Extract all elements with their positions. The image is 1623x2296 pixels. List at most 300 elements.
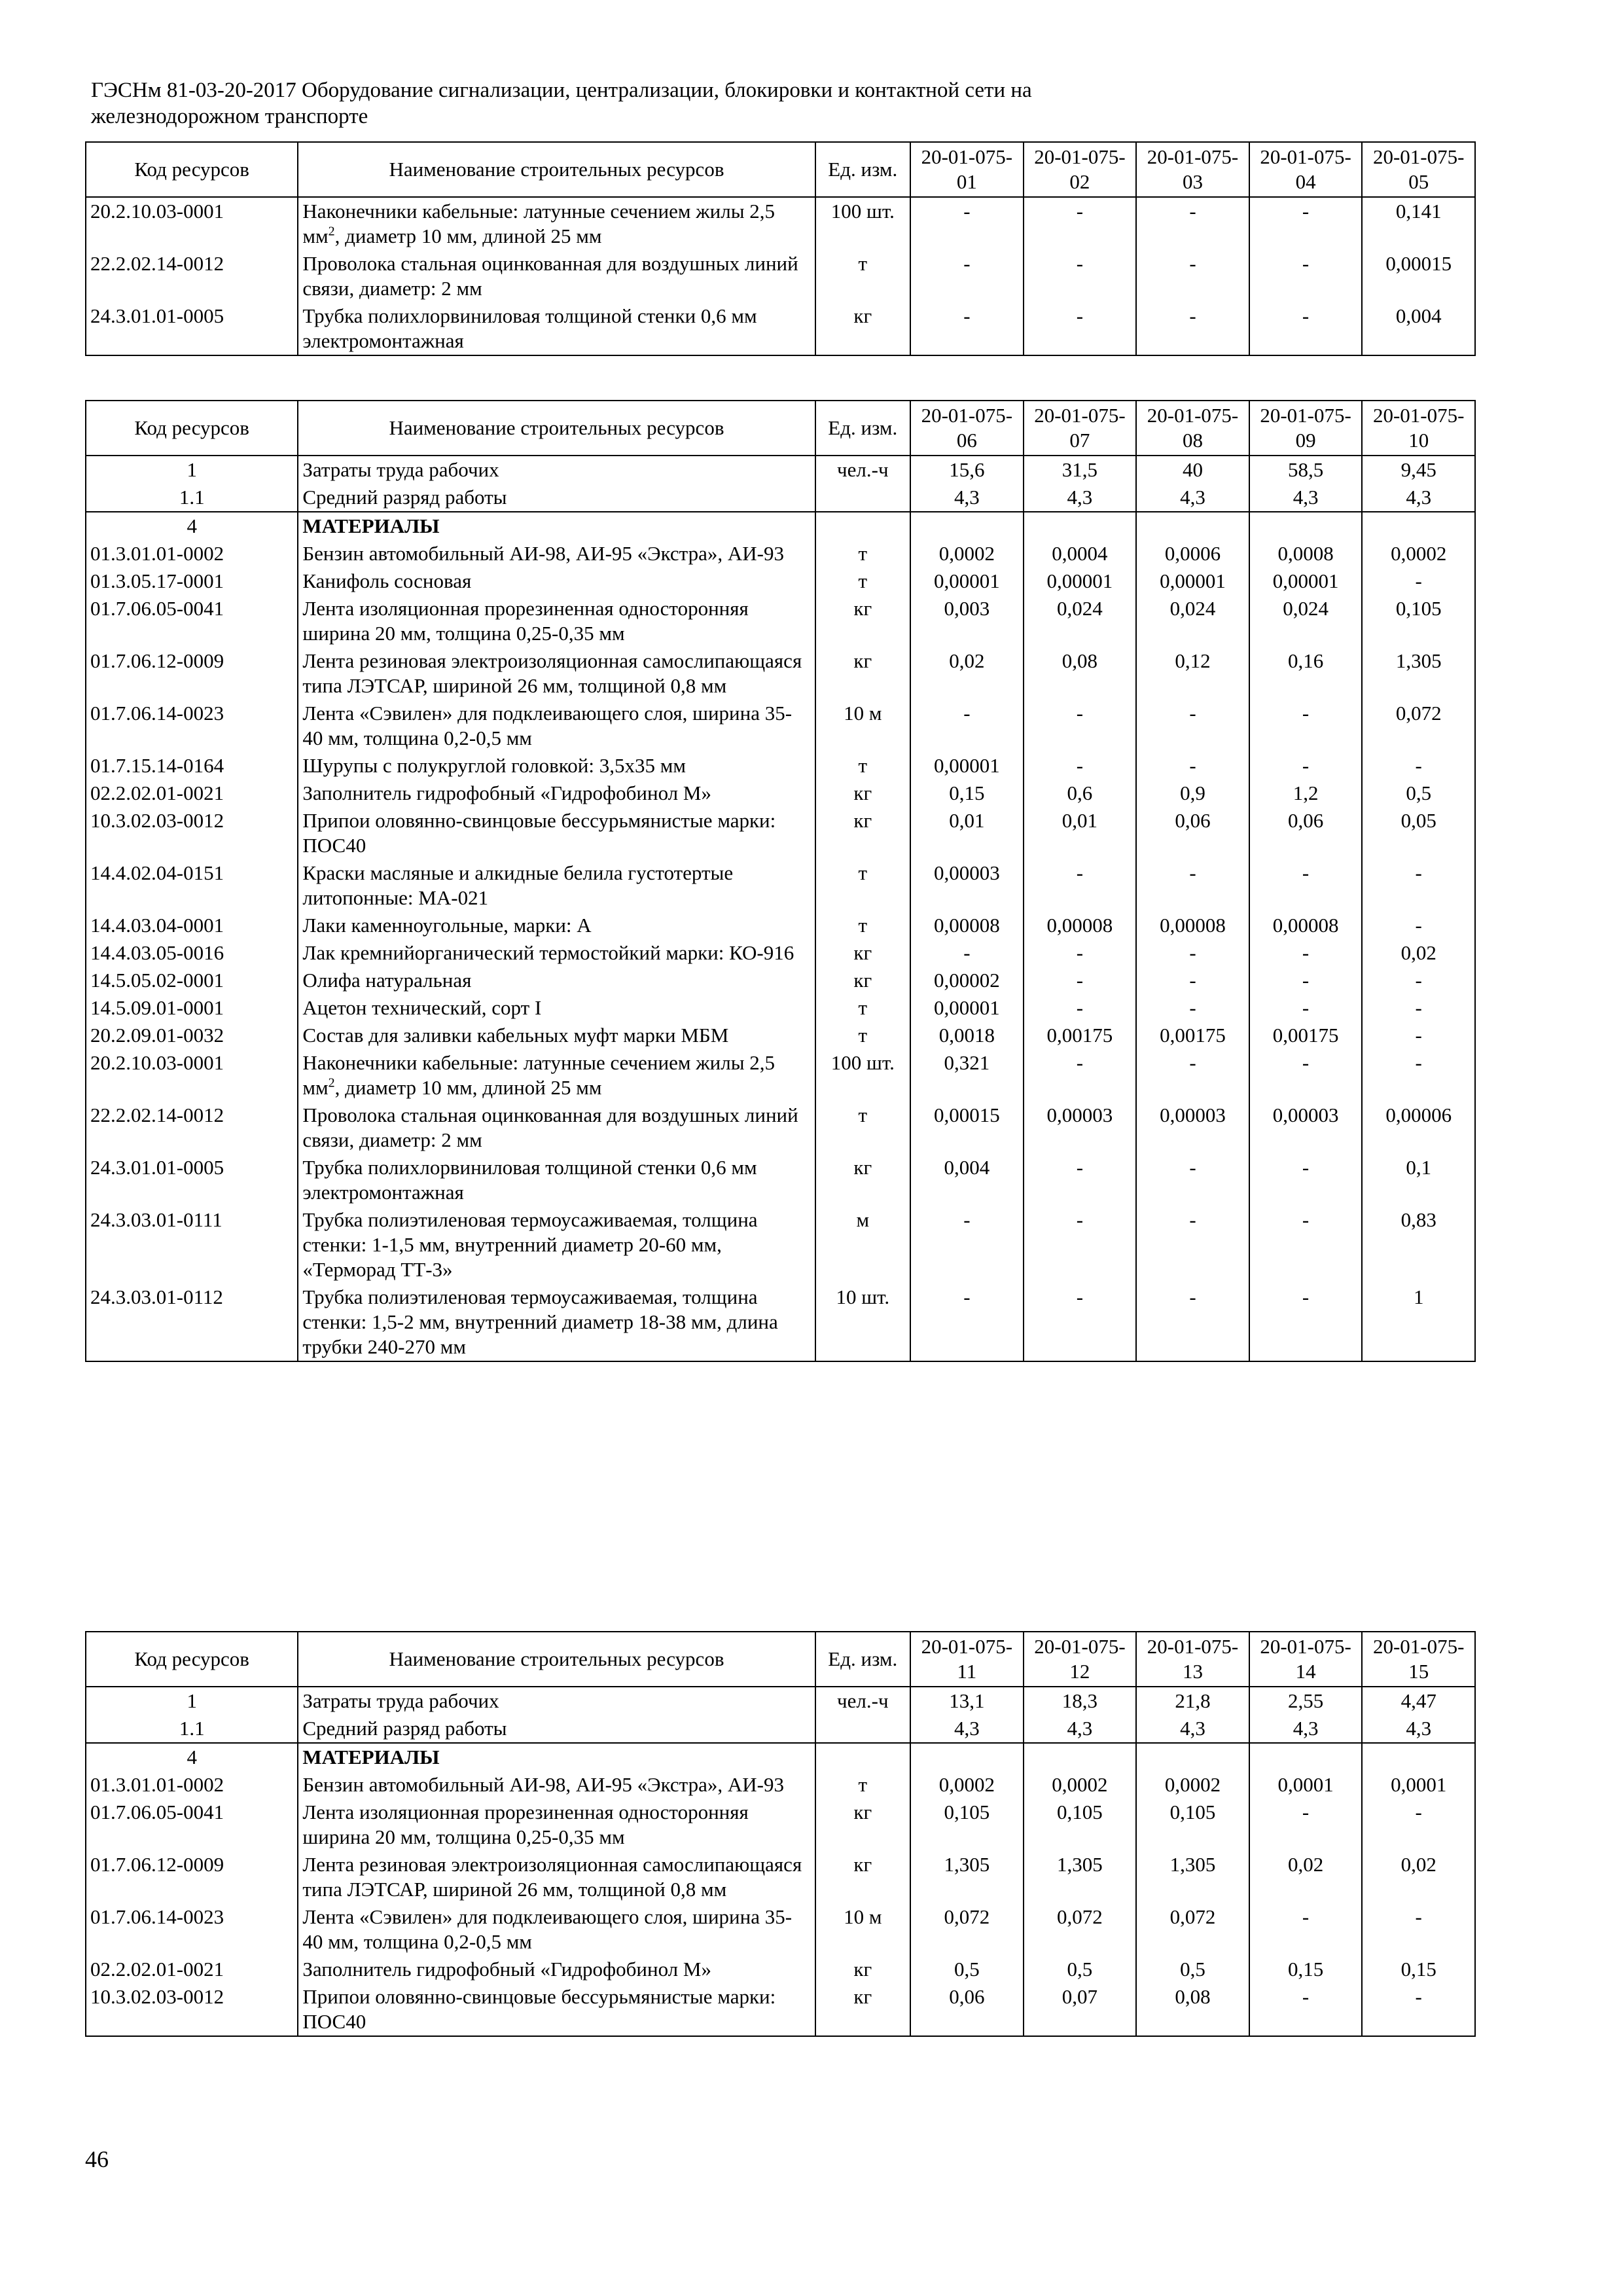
unit-of-measure: кг bbox=[815, 302, 911, 355]
header-name: Наименование строительных ресурсов bbox=[298, 1632, 815, 1687]
norm-value: 0,00008 bbox=[1136, 912, 1249, 939]
header-norm-5: 20-01-075-05 bbox=[1362, 142, 1475, 197]
norm-value: - bbox=[1249, 250, 1363, 302]
table-row bbox=[86, 456, 1475, 484]
norm-value: 0,00008 bbox=[910, 912, 1024, 939]
norm-value: - bbox=[910, 700, 1024, 752]
resource-code: 10.3.02.03-0012 bbox=[86, 1983, 298, 2036]
resource-code: 02.2.02.01-0021 bbox=[86, 780, 298, 807]
norm-value: - bbox=[1249, 1206, 1363, 1283]
resource-code: 01.3.05.17-0001 bbox=[86, 567, 298, 595]
norm-value: 0,15 bbox=[1249, 1956, 1363, 1983]
table-row bbox=[86, 647, 1475, 700]
header-unit: Ед. изм. bbox=[815, 1632, 911, 1687]
resource-code: 10.3.02.03-0012 bbox=[86, 807, 298, 859]
norm-value: 0,0008 bbox=[1249, 540, 1363, 567]
table-row bbox=[86, 912, 1475, 939]
resource-name: МАТЕРИАЛЫ bbox=[298, 512, 815, 540]
unit-of-measure: т bbox=[815, 994, 911, 1022]
resource-code: 24.3.01.01-0005 bbox=[86, 302, 298, 355]
norm-value bbox=[1024, 512, 1137, 540]
resource-name: Трубка полихлорвиниловая толщиной стенки 0,6 мм электромонтажная bbox=[298, 1154, 815, 1206]
norm-value: 0,00001 bbox=[910, 567, 1024, 595]
norm-value: - bbox=[1024, 994, 1137, 1022]
unit-of-measure: 10 м bbox=[815, 1903, 911, 1956]
norm-value: 0,15 bbox=[910, 780, 1024, 807]
table-header-row bbox=[86, 142, 1475, 197]
norm-value: - bbox=[1362, 1983, 1475, 2036]
resource-code: 01.7.06.05-0041 bbox=[86, 1799, 298, 1851]
norm-value: 4,3 bbox=[910, 484, 1024, 512]
resource-name: Средний разряд работы bbox=[298, 1715, 815, 1743]
table-row bbox=[86, 197, 1475, 250]
header-norm-2: 20-01-075-12 bbox=[1024, 1632, 1137, 1687]
header-code: Код ресурсов bbox=[86, 401, 298, 456]
resource-code: 14.5.09.01-0001 bbox=[86, 994, 298, 1022]
norm-value: 0,06 bbox=[1249, 807, 1363, 859]
unit-of-measure: кг bbox=[815, 1799, 911, 1851]
norm-value: - bbox=[1362, 994, 1475, 1022]
table-row bbox=[86, 1022, 1475, 1049]
header-name: Наименование строительных ресурсов bbox=[298, 401, 815, 456]
norm-value bbox=[1249, 1743, 1363, 1771]
unit-of-measure: т bbox=[815, 250, 911, 302]
unit-of-measure: кг bbox=[815, 780, 911, 807]
norm-value: 0,5 bbox=[1362, 780, 1475, 807]
norm-value: 4,3 bbox=[1136, 1715, 1249, 1743]
norm-value: 1 bbox=[1362, 1283, 1475, 1361]
resource-name: Лаки каменноугольные, марки: А bbox=[298, 912, 815, 939]
norm-value: 0,16 bbox=[1249, 647, 1363, 700]
table-row bbox=[86, 859, 1475, 912]
table-row bbox=[86, 1715, 1475, 1743]
norm-value: 0,00002 bbox=[910, 967, 1024, 994]
table-row bbox=[86, 807, 1475, 859]
norm-value: 0,0004 bbox=[1024, 540, 1137, 567]
norm-value: 4,3 bbox=[1249, 1715, 1363, 1743]
norm-value: 1,305 bbox=[1136, 1851, 1249, 1903]
norm-value: - bbox=[1249, 752, 1363, 780]
norm-value: - bbox=[1136, 939, 1249, 967]
unit-of-measure: т bbox=[815, 1022, 911, 1049]
page-number: 46 bbox=[85, 2146, 109, 2172]
resource-name: Трубка полиэтиленовая термоусаживаемая, толщина стенки: 1-1,5 мм, внутренний диаметр 20-60 мм, «Терморад ТТ-3» bbox=[298, 1206, 815, 1283]
norm-value: 0,9 bbox=[1136, 780, 1249, 807]
header-code: Код ресурсов bbox=[86, 142, 298, 197]
resource-code: 24.3.03.01-0112 bbox=[86, 1283, 298, 1361]
norm-value: - bbox=[1024, 250, 1137, 302]
norm-value: - bbox=[910, 1206, 1024, 1283]
header-norm-4: 20-01-075-14 bbox=[1249, 1632, 1363, 1687]
norm-value: 0,06 bbox=[1136, 807, 1249, 859]
norm-value: - bbox=[1024, 197, 1137, 250]
norm-value: - bbox=[1024, 1049, 1137, 1102]
norm-value: - bbox=[910, 302, 1024, 355]
norm-value: - bbox=[1362, 912, 1475, 939]
unit-of-measure: кг bbox=[815, 647, 911, 700]
norm-value: 0,0001 bbox=[1249, 1771, 1363, 1799]
resource-code: 01.7.06.05-0041 bbox=[86, 595, 298, 647]
norm-value: 1,2 bbox=[1249, 780, 1363, 807]
norm-value: 0,105 bbox=[1362, 595, 1475, 647]
table-row bbox=[86, 512, 1475, 540]
norm-value: 1,305 bbox=[910, 1851, 1024, 1903]
unit-of-measure bbox=[815, 1715, 911, 1743]
norm-value: 0,08 bbox=[1024, 647, 1137, 700]
norm-value: 4,3 bbox=[1362, 484, 1475, 512]
norm-value: - bbox=[1249, 1799, 1363, 1851]
norm-value: - bbox=[1249, 967, 1363, 994]
resource-name: Заполнитель гидрофобный «Гидрофобинол М» bbox=[298, 780, 815, 807]
table-row bbox=[86, 780, 1475, 807]
norm-value: - bbox=[1249, 1283, 1363, 1361]
table-row bbox=[86, 1903, 1475, 1956]
table-header-row bbox=[86, 401, 1475, 456]
norm-value: - bbox=[1362, 567, 1475, 595]
norm-value: 0,00001 bbox=[1136, 567, 1249, 595]
resource-name: Проволока стальная оцинкованная для воздушных линий связи, диаметр: 2 мм bbox=[298, 250, 815, 302]
resource-code: 24.3.01.01-0005 bbox=[86, 1154, 298, 1206]
norm-value: 4,47 bbox=[1362, 1687, 1475, 1715]
norm-value: 0,1 bbox=[1362, 1154, 1475, 1206]
norm-value: 1,305 bbox=[1024, 1851, 1137, 1903]
norm-value: 0,00008 bbox=[1249, 912, 1363, 939]
table-row bbox=[86, 1102, 1475, 1154]
resource-name: Затраты труда рабочих bbox=[298, 456, 815, 484]
unit-of-measure: кг bbox=[815, 595, 911, 647]
table-row bbox=[86, 484, 1475, 512]
norm-value: 0,02 bbox=[1362, 1851, 1475, 1903]
resource-code: 14.5.05.02-0001 bbox=[86, 967, 298, 994]
resource-name: Шурупы с полукруглой головкой: 3,5x35 мм bbox=[298, 752, 815, 780]
norm-value: 0,00003 bbox=[1249, 1102, 1363, 1154]
resource-code: 14.4.03.05-0016 bbox=[86, 939, 298, 967]
unit-of-measure: кг bbox=[815, 1983, 911, 2036]
norm-value: 0,00001 bbox=[910, 752, 1024, 780]
norm-value: 0,0002 bbox=[910, 540, 1024, 567]
resource-name: Наконечники кабельные: латунные сечением жилы 2,5 $мм^2$, диаметр 10 мм, длиной 25 мм bbox=[298, 197, 815, 250]
norm-value: - bbox=[1024, 1283, 1137, 1361]
unit-of-measure: 10 шт. bbox=[815, 1283, 911, 1361]
norm-value: - bbox=[1249, 859, 1363, 912]
table-row bbox=[86, 567, 1475, 595]
resource-code: 01.7.06.14-0023 bbox=[86, 700, 298, 752]
norm-value: 0,5 bbox=[910, 1956, 1024, 1983]
norm-value bbox=[1024, 1743, 1137, 1771]
resource-code: 1 bbox=[86, 456, 298, 484]
resource-name: Лента изоляционная прорезиненная односторонняя ширина 20 мм, толщина 0,25-0,35 мм bbox=[298, 1799, 815, 1851]
norm-value: - bbox=[1024, 752, 1137, 780]
header-norm-3: 20-01-075-08 bbox=[1136, 401, 1249, 456]
norm-value: 0,004 bbox=[1362, 302, 1475, 355]
unit-of-measure: т bbox=[815, 912, 911, 939]
resource-name: МАТЕРИАЛЫ bbox=[298, 1743, 815, 1771]
norm-value: 0,00006 bbox=[1362, 1102, 1475, 1154]
norm-value: - bbox=[1136, 1206, 1249, 1283]
norm-value: 0,07 bbox=[1024, 1983, 1137, 2036]
table-row bbox=[86, 1154, 1475, 1206]
resource-name: Бензин автомобильный АИ-98, АИ-95 «Экстра», АИ-93 bbox=[298, 1771, 815, 1799]
norm-value: 4,3 bbox=[1249, 484, 1363, 512]
resource-name: Канифоль сосновая bbox=[298, 567, 815, 595]
norm-value: 0,6 bbox=[1024, 780, 1137, 807]
norm-value: - bbox=[1136, 302, 1249, 355]
norm-value: - bbox=[910, 939, 1024, 967]
header-norm-4: 20-01-075-09 bbox=[1249, 401, 1363, 456]
unit-of-measure: кг bbox=[815, 1154, 911, 1206]
unit-of-measure bbox=[815, 1743, 911, 1771]
unit-of-measure: кг bbox=[815, 1956, 911, 1983]
norm-value: - bbox=[1024, 700, 1137, 752]
norm-value: 0,00175 bbox=[1024, 1022, 1137, 1049]
table-row bbox=[86, 540, 1475, 567]
norm-value: 0,0002 bbox=[1362, 540, 1475, 567]
norm-value: 4,3 bbox=[1136, 484, 1249, 512]
norm-value: 0,00175 bbox=[1136, 1022, 1249, 1049]
resource-code: 02.2.02.01-0021 bbox=[86, 1956, 298, 1983]
resource-code: 01.3.01.01-0002 bbox=[86, 540, 298, 567]
norm-value: 0,00001 bbox=[1024, 567, 1137, 595]
resource-table-2 bbox=[85, 400, 1476, 1362]
unit-of-measure bbox=[815, 484, 911, 512]
norm-value bbox=[1136, 512, 1249, 540]
norm-value: 0,141 bbox=[1362, 197, 1475, 250]
table-row bbox=[86, 994, 1475, 1022]
norm-value: - bbox=[910, 250, 1024, 302]
table-row bbox=[86, 1743, 1475, 1771]
resource-code: 14.4.02.04-0151 bbox=[86, 859, 298, 912]
resource-name: Наконечники кабельные: латунные сечением жилы 2,5 $мм^2$, диаметр 10 мм, длиной 25 мм bbox=[298, 1049, 815, 1102]
table-row bbox=[86, 1983, 1475, 2036]
norm-value: 0,00001 bbox=[910, 994, 1024, 1022]
table-row bbox=[86, 1283, 1475, 1361]
norm-value: 0,024 bbox=[1024, 595, 1137, 647]
norm-value: - bbox=[1024, 1206, 1137, 1283]
resource-code: 1.1 bbox=[86, 484, 298, 512]
header-line-2: железнодорожном транспорте bbox=[91, 105, 368, 128]
table-row bbox=[86, 1771, 1475, 1799]
norm-value: 0,024 bbox=[1136, 595, 1249, 647]
header-line-1: ГЭСНм 81-03-20-2017 Оборудование сигнализации, централизации, блокировки и контактной сети на bbox=[91, 79, 1032, 102]
resource-name: Ацетон технический, сорт I bbox=[298, 994, 815, 1022]
norm-value: 0,0002 bbox=[1024, 1771, 1137, 1799]
resource-name: Лента изоляционная прорезиненная односторонняя ширина 20 мм, толщина 0,25-0,35 мм bbox=[298, 595, 815, 647]
norm-value: 0,02 bbox=[1249, 1851, 1363, 1903]
resource-code: 01.7.06.14-0023 bbox=[86, 1903, 298, 1956]
norm-value: - bbox=[1024, 1154, 1137, 1206]
norm-value: - bbox=[1362, 859, 1475, 912]
norm-value: - bbox=[1136, 1283, 1249, 1361]
resource-name: Краски масляные и алкидные белила густотертые литопонные: МА-021 bbox=[298, 859, 815, 912]
norm-value: 0,0001 bbox=[1362, 1771, 1475, 1799]
norm-value: - bbox=[1024, 859, 1137, 912]
unit-of-measure: т bbox=[815, 859, 911, 912]
unit-of-measure: 10 м bbox=[815, 700, 911, 752]
norm-value: - bbox=[1249, 1154, 1363, 1206]
norm-value bbox=[1249, 512, 1363, 540]
norm-value: - bbox=[1362, 1799, 1475, 1851]
norm-value: 0,003 bbox=[910, 595, 1024, 647]
resource-code: 1.1 bbox=[86, 1715, 298, 1743]
norm-value: - bbox=[1362, 1022, 1475, 1049]
norm-value: - bbox=[1362, 1903, 1475, 1956]
norm-value: - bbox=[1136, 859, 1249, 912]
norm-value: 0,0002 bbox=[1136, 1771, 1249, 1799]
norm-value: - bbox=[1136, 197, 1249, 250]
norm-value: 0,06 bbox=[910, 1983, 1024, 2036]
header-norm-2: 20-01-075-02 bbox=[1024, 142, 1137, 197]
norm-value: - bbox=[1136, 994, 1249, 1022]
resource-name: Состав для заливки кабельных муфт марки МБМ bbox=[298, 1022, 815, 1049]
resource-code: 4 bbox=[86, 1743, 298, 1771]
norm-value: 0,0002 bbox=[910, 1771, 1024, 1799]
norm-value: 0,072 bbox=[1136, 1903, 1249, 1956]
unit-of-measure: кг bbox=[815, 967, 911, 994]
resource-code: 22.2.02.14-0012 bbox=[86, 250, 298, 302]
unit-of-measure: т bbox=[815, 567, 911, 595]
norm-value: - bbox=[1136, 752, 1249, 780]
norm-value bbox=[1362, 1743, 1475, 1771]
norm-value: 0,83 bbox=[1362, 1206, 1475, 1283]
norm-value: - bbox=[910, 1283, 1024, 1361]
norm-value: 0,105 bbox=[910, 1799, 1024, 1851]
unit-of-measure: т bbox=[815, 752, 911, 780]
header-norm-5: 20-01-075-10 bbox=[1362, 401, 1475, 456]
norm-value: 0,00015 bbox=[910, 1102, 1024, 1154]
header-unit: Ед. изм. bbox=[815, 401, 911, 456]
norm-value: 0,072 bbox=[1024, 1903, 1137, 1956]
norm-value: 13,1 bbox=[910, 1687, 1024, 1715]
norm-value: 0,00001 bbox=[1249, 567, 1363, 595]
norm-value: - bbox=[1362, 1049, 1475, 1102]
unit-of-measure bbox=[815, 512, 911, 540]
norm-value: 0,004 bbox=[910, 1154, 1024, 1206]
table-row bbox=[86, 1799, 1475, 1851]
norm-value: 0,072 bbox=[1362, 700, 1475, 752]
table-row bbox=[86, 1049, 1475, 1102]
resource-table-1 bbox=[85, 141, 1476, 356]
norm-value: 2,55 bbox=[1249, 1687, 1363, 1715]
norm-value: - bbox=[1249, 197, 1363, 250]
table-row bbox=[86, 1851, 1475, 1903]
norm-value: 4,3 bbox=[1024, 484, 1137, 512]
resource-name: Лента «Сэвилен» для подклеивающего слоя, ширина 35-40 мм, толщина 0,2-0,5 мм bbox=[298, 700, 815, 752]
norm-value: 0,08 bbox=[1136, 1983, 1249, 2036]
resource-code: 14.4.03.04-0001 bbox=[86, 912, 298, 939]
table-row bbox=[86, 700, 1475, 752]
norm-value: 31,5 bbox=[1024, 456, 1137, 484]
norm-value: 0,5 bbox=[1136, 1956, 1249, 1983]
header-norm-4: 20-01-075-04 bbox=[1249, 142, 1363, 197]
resource-name: Трубка полихлорвиниловая толщиной стенки 0,6 мм электромонтажная bbox=[298, 302, 815, 355]
norm-value: - bbox=[1136, 1049, 1249, 1102]
resource-code: 20.2.10.03-0001 bbox=[86, 1049, 298, 1102]
norm-value: - bbox=[1136, 1154, 1249, 1206]
norm-value: 18,3 bbox=[1024, 1687, 1137, 1715]
norm-value: - bbox=[1249, 1903, 1363, 1956]
resource-code: 22.2.02.14-0012 bbox=[86, 1102, 298, 1154]
header-code: Код ресурсов bbox=[86, 1632, 298, 1687]
unit-of-measure: 100 шт. bbox=[815, 197, 911, 250]
resource-code: 20.2.10.03-0001 bbox=[86, 197, 298, 250]
norm-value: 0,15 bbox=[1362, 1956, 1475, 1983]
resource-name: Заполнитель гидрофобный «Гидрофобинол М» bbox=[298, 1956, 815, 1983]
unit-of-measure: кг bbox=[815, 807, 911, 859]
resource-name: Проволока стальная оцинкованная для воздушных линий связи, диаметр: 2 мм bbox=[298, 1102, 815, 1154]
norm-value: - bbox=[910, 197, 1024, 250]
unit-of-measure: чел.-ч bbox=[815, 1687, 911, 1715]
resource-name: Лента резиновая электроизоляционная самослипающаяся типа ЛЭТСАР, шириной 26 мм, толщиной 0,8 мм bbox=[298, 1851, 815, 1903]
resource-code: 24.3.03.01-0111 bbox=[86, 1206, 298, 1283]
resource-name: Лак кремнийорганический термостойкий марки: КО-916 bbox=[298, 939, 815, 967]
norm-value: - bbox=[1362, 967, 1475, 994]
norm-value bbox=[910, 512, 1024, 540]
norm-value: 0,5 bbox=[1024, 1956, 1137, 1983]
header-norm-1: 20-01-075-06 bbox=[910, 401, 1024, 456]
unit-of-measure: м bbox=[815, 1206, 911, 1283]
norm-value: 0,105 bbox=[1136, 1799, 1249, 1851]
norm-value: - bbox=[1249, 700, 1363, 752]
resource-name: Лента резиновая электроизоляционная самослипающаяся типа ЛЭТСАР, шириной 26 мм, толщиной 0,8 мм bbox=[298, 647, 815, 700]
norm-value: 0,01 bbox=[1024, 807, 1137, 859]
resource-code: 4 bbox=[86, 512, 298, 540]
norm-value: 4,3 bbox=[910, 1715, 1024, 1743]
resource-name: Бензин автомобильный АИ-98, АИ-95 «Экстра», АИ-93 bbox=[298, 540, 815, 567]
table-row bbox=[86, 752, 1475, 780]
norm-value: 0,00015 bbox=[1362, 250, 1475, 302]
norm-value: - bbox=[1362, 752, 1475, 780]
resource-name: Припои оловянно-свинцовые бессурьмянистые марки: ПОС40 bbox=[298, 1983, 815, 2036]
resource-name: Средний разряд работы bbox=[298, 484, 815, 512]
norm-value bbox=[1362, 512, 1475, 540]
norm-value: 4,3 bbox=[1024, 1715, 1137, 1743]
norm-value: 0,024 bbox=[1249, 595, 1363, 647]
resource-code: 01.7.06.12-0009 bbox=[86, 647, 298, 700]
norm-value: 21,8 bbox=[1136, 1687, 1249, 1715]
unit-of-measure: т bbox=[815, 1102, 911, 1154]
unit-of-measure: т bbox=[815, 540, 911, 567]
norm-value: 0,105 bbox=[1024, 1799, 1137, 1851]
header-norm-1: 20-01-075-01 bbox=[910, 142, 1024, 197]
norm-value: - bbox=[1249, 302, 1363, 355]
norm-value: - bbox=[1136, 700, 1249, 752]
norm-value: - bbox=[1136, 967, 1249, 994]
table-row bbox=[86, 967, 1475, 994]
norm-value: - bbox=[1024, 302, 1137, 355]
norm-value: 0,321 bbox=[910, 1049, 1024, 1102]
header-norm-3: 20-01-075-13 bbox=[1136, 1632, 1249, 1687]
norm-value: 0,02 bbox=[910, 647, 1024, 700]
norm-value: - bbox=[1136, 250, 1249, 302]
norm-value: 0,00003 bbox=[1024, 1102, 1137, 1154]
norm-value: - bbox=[1024, 939, 1137, 967]
norm-value: 1,305 bbox=[1362, 647, 1475, 700]
unit-of-measure: чел.-ч bbox=[815, 456, 911, 484]
norm-value: 0,05 bbox=[1362, 807, 1475, 859]
table-row bbox=[86, 250, 1475, 302]
norm-value: 0,12 bbox=[1136, 647, 1249, 700]
resource-code: 1 bbox=[86, 1687, 298, 1715]
norm-value: 0,072 bbox=[910, 1903, 1024, 1956]
norm-value: 0,01 bbox=[910, 807, 1024, 859]
unit-of-measure: кг bbox=[815, 939, 911, 967]
header-norm-5: 20-01-075-15 bbox=[1362, 1632, 1475, 1687]
resource-code: 01.7.15.14-0164 bbox=[86, 752, 298, 780]
resource-code: 01.3.01.01-0002 bbox=[86, 1771, 298, 1799]
resource-code: 20.2.09.01-0032 bbox=[86, 1022, 298, 1049]
norm-value: - bbox=[1249, 1049, 1363, 1102]
resource-code: 01.7.06.12-0009 bbox=[86, 1851, 298, 1903]
